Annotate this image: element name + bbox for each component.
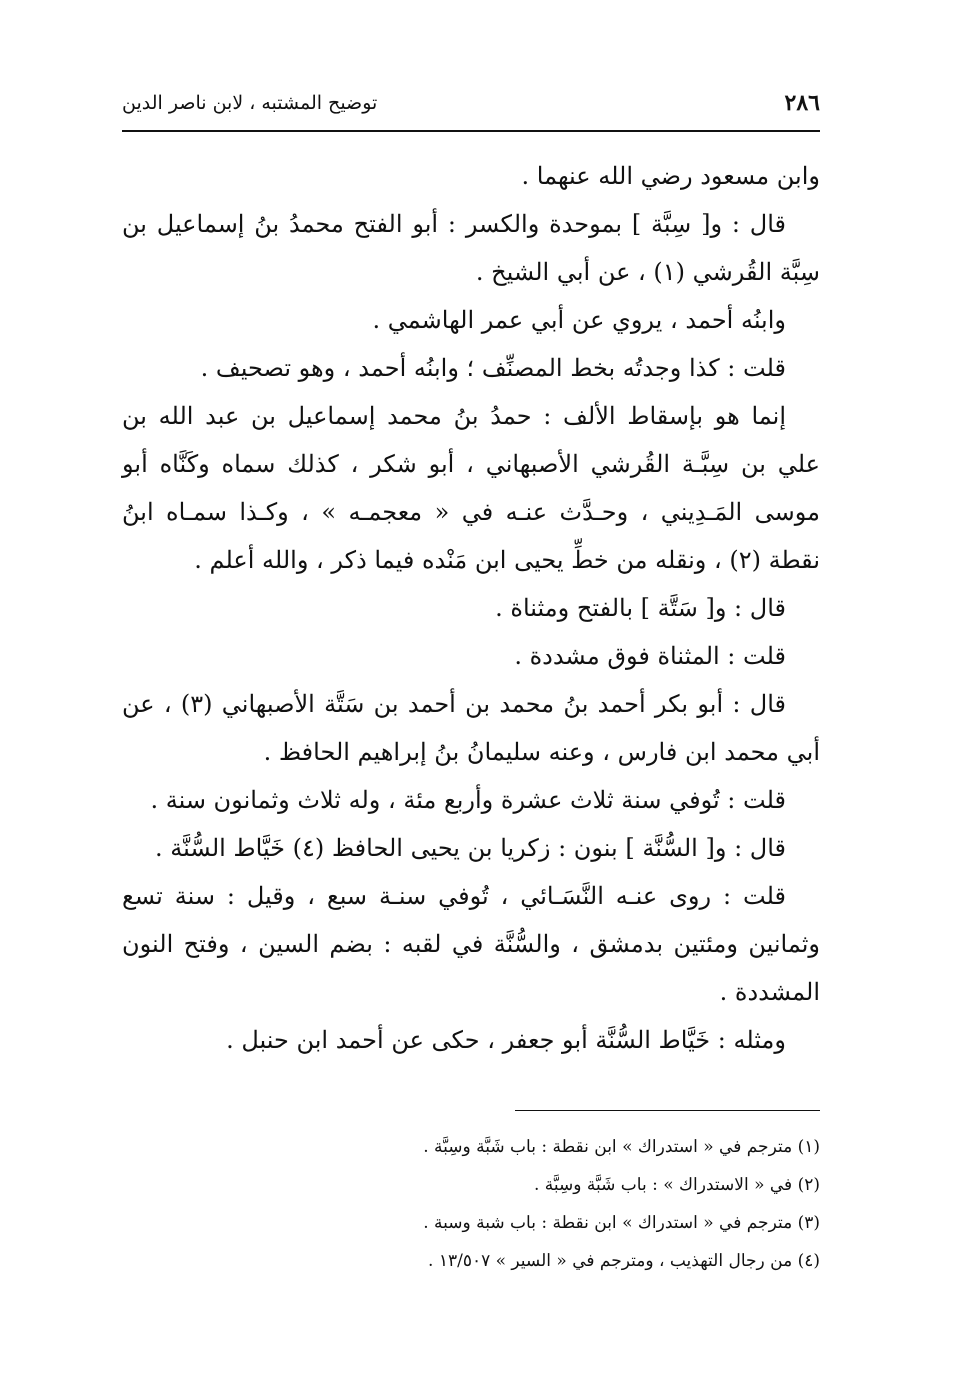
footnote-3: (٣) مترجم في « استدراك » ابن نقطة : باب شبة وسبة . [423, 1213, 820, 1233]
paragraph-8: قال : أبو بكر أحمد بنُ محمد بن أحمد بن سَتَّة الأصبهاني (٣) ، عن أبي محمد ابن فارس ، وعنه سليمانُ بنُ إبراهيم الحافظ . [122, 690, 820, 766]
header-rule [122, 130, 820, 132]
footnote-1: (١) مترجم في « استدراك » ابن نقطة : باب شَبَّة وسِبَّة . [423, 1137, 820, 1157]
footnote-rule [515, 1110, 820, 1111]
main-text [122, 152, 820, 1064]
paragraph-11: قلت : روى عنـه النَّسَـائي ، تُوفي سنـة سبع ، وقيل : سنة تسع وثمانين ومئتين بدمشق ، والسُّنَّة في لقبه : بضم السين ، وفتح النون المشددة . [122, 882, 820, 1006]
paragraph-3: وابنُه أحمد ، يروي عن أبي عمر الهاشمي . [372, 306, 786, 334]
footnote-2: (٢) في « الاستدراك » : باب شَبَّة وسِبَّة . [533, 1175, 820, 1195]
paragraph-7: قلت : المثناة فوق مشددة . [514, 642, 786, 670]
paragraph-1: وابن مسعود رضي الله عنهما . [521, 162, 820, 190]
paragraph-12: ومثله : خَيَّاط السُّنَّة أبو جعفر ، حكى عن أحمد ابن حنبل . [226, 1026, 786, 1054]
paragraph-5: إنما هو بإسقاط الألف : حمدُ بنُ محمد إسماعيل بن عبد الله بن علي بن سِبَّـة القُرشي الأصبهاني ، أبو شكر ، كذلك سماه وكَنَّاه أبو موسى المَـدِيني ، وحـدَّث عنـه في « معجمـه » ، وكـذا سمـاه ابنُ نقطة (٢) ، ونقله من خطِّ يحيى ابن مَنْده فيما ذكر ، والله أعلم . [122, 402, 820, 574]
paragraph-4: قلت : كذا وجدتُه بخط المصنِّف ؛ وابنُه أحمد ، وهو تصحيف . [200, 354, 786, 382]
paragraph-6: قال : و[ سَتَّة ] بالفتح ومثناة . [495, 594, 786, 622]
footnote-4: (٤) من رجال التهذيب ، ومترجم في « السير » ١٣/٥٠٧ . [428, 1251, 820, 1271]
paragraph-2: قال : و[ سِبَّة ] بموحدة والكسر : أبو الفتح محمدُ بنُ إسماعيل بن سِبَّة القُرشي (١) ، عن أبي الشيخ . [122, 210, 820, 286]
paragraph-10: قال : و[ السُّنَّة ] بنون : زكريا بن يحيى الحافظ (٤) خَيَّاط السُّنَّة . [155, 834, 786, 862]
running-title: توضيح المشتبه ، لابن ناصر الدين [122, 92, 378, 114]
page-number: ٢٨٦ [784, 90, 820, 116]
footnotes [122, 1128, 820, 1280]
page-header [122, 88, 820, 122]
paragraph-9: قلت : تُوفي سنة ثلاث عشرة وأربع مئة ، وله ثلاث وثمانون سنة . [150, 786, 786, 814]
